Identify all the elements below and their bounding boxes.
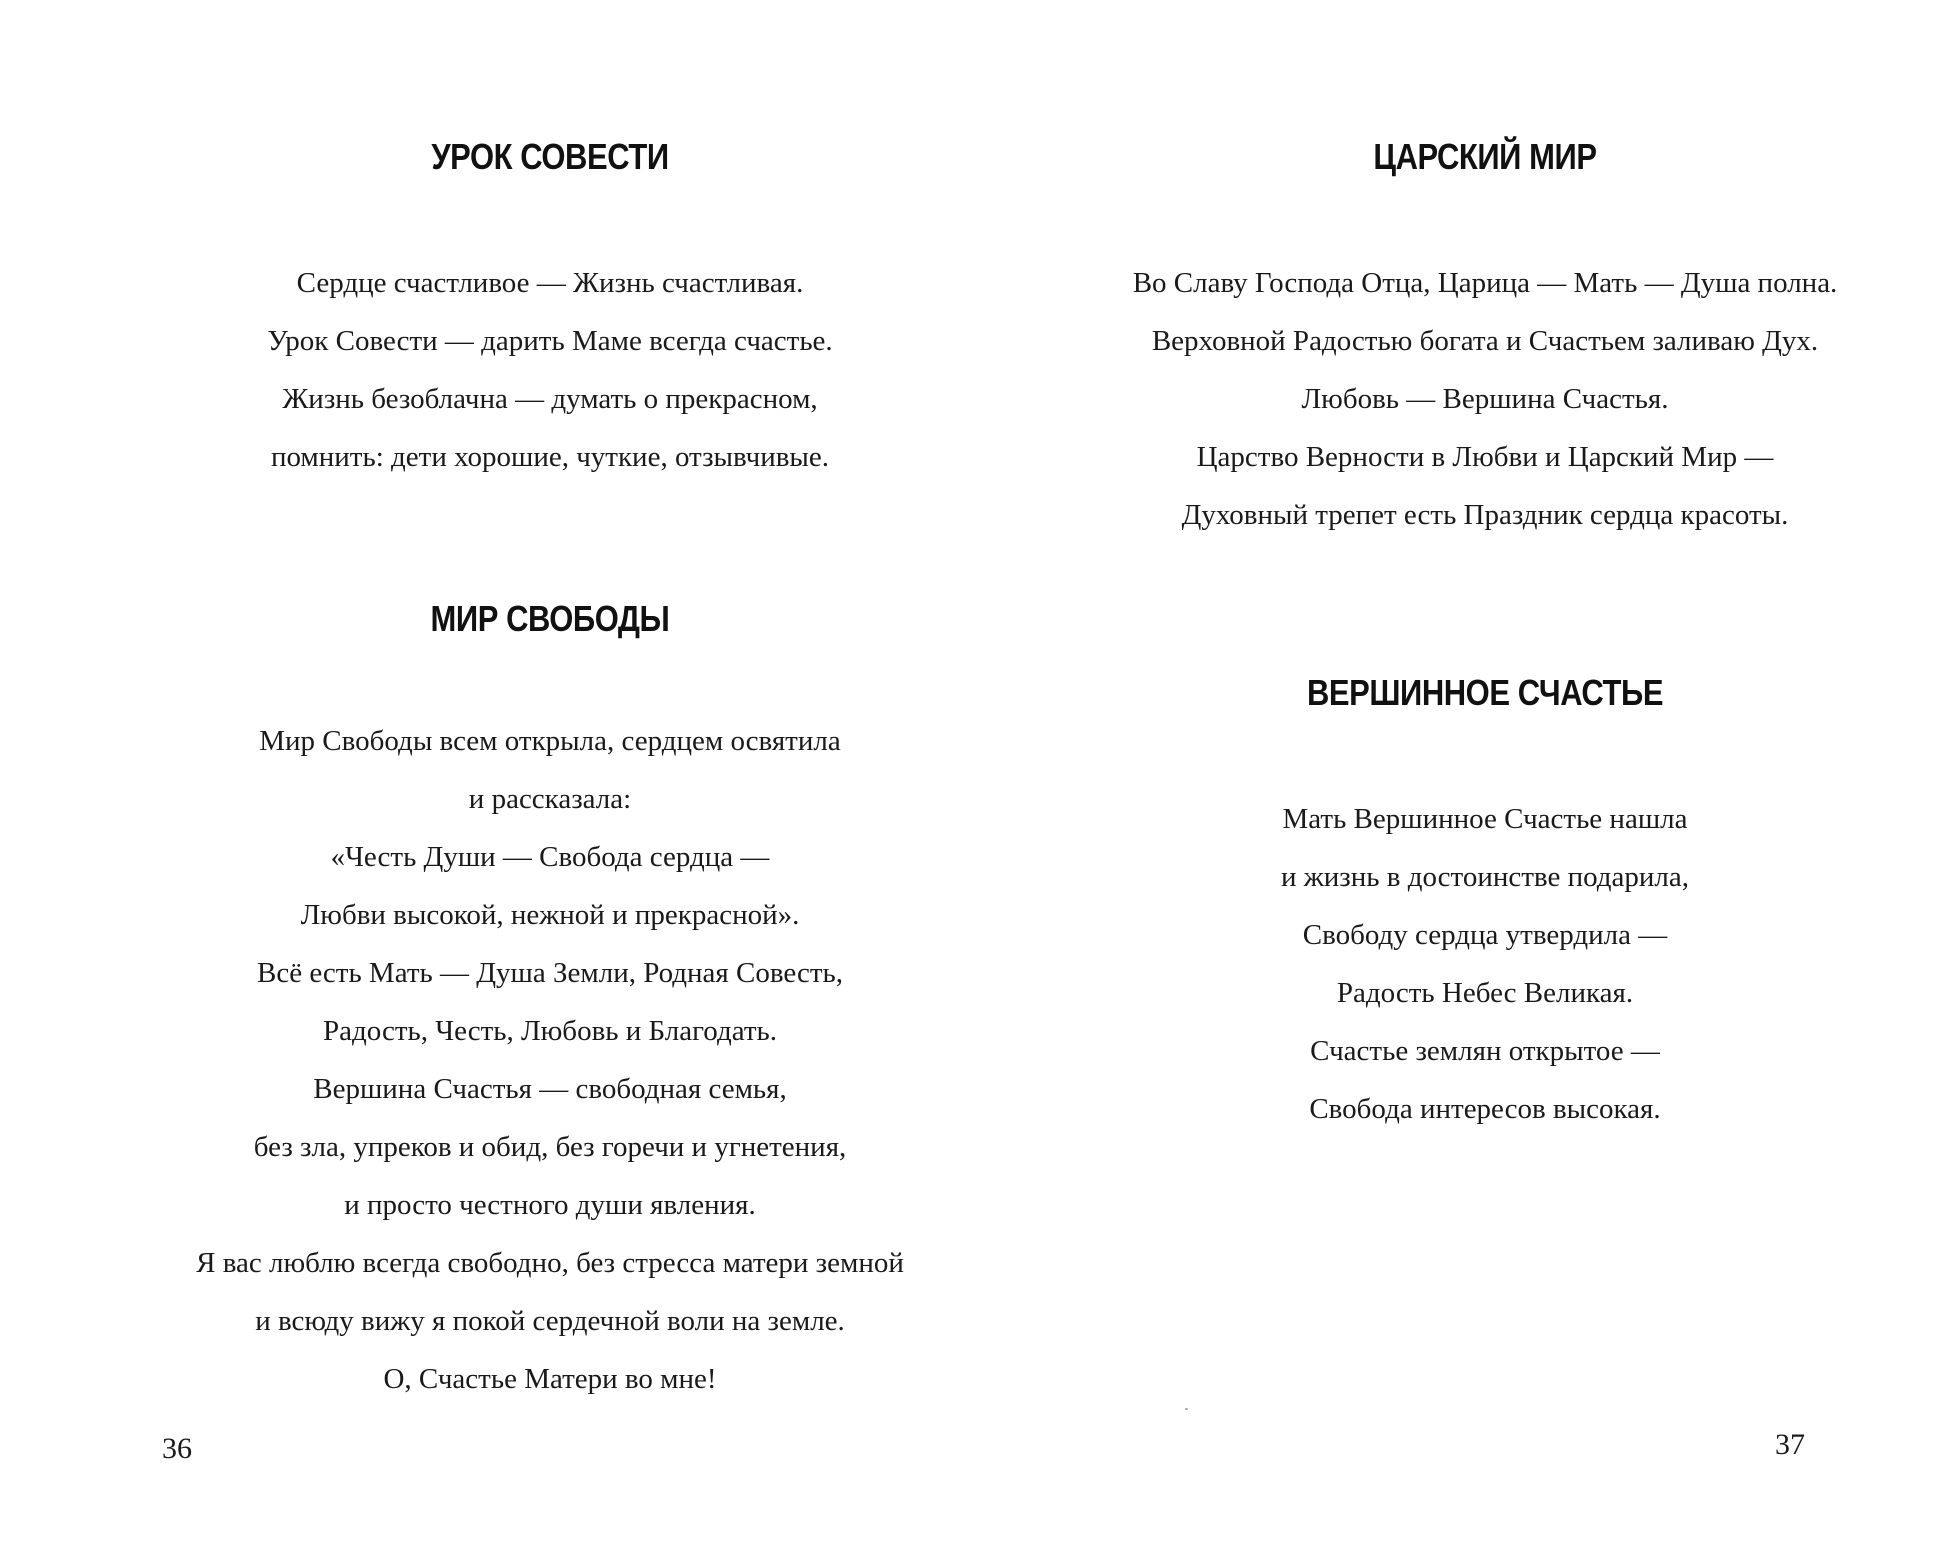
poem-line: Вершина Счастья — свободная семья,	[313, 1073, 787, 1105]
poem-title: ВЕРШИННОЕ СЧАСТЬЕ	[1306, 672, 1664, 713]
page-number: 36	[162, 1432, 192, 1465]
page-number: 37	[1775, 1428, 1805, 1461]
right-page	[1020, 0, 1958, 1568]
poem-body	[180, 712, 920, 1408]
poem-line: без зла, упреков и обид, без горечи и угнетения,	[253, 1131, 847, 1163]
paper-speck	[1185, 1408, 1188, 1410]
poem-line: и жизнь в достоинстве подарила,	[1280, 861, 1689, 893]
poem-line: Свободу сердца утвердила —	[1302, 919, 1668, 951]
poem-line: Во Славу Господа Отца, Царица — Мать — Душа полна.	[1132, 267, 1838, 299]
poem-line: и всюду вижу я покой сердечной воли на земле.	[255, 1305, 845, 1337]
poem-line: Мир Свободы всем открыла, сердцем освятила	[259, 725, 841, 757]
poem-line: Урок Совести — дарить Маме всегда счастье.	[267, 325, 833, 357]
poem-body	[1160, 790, 1810, 1138]
poem-title: ЦАРСКИЙ МИР	[1373, 136, 1597, 177]
poem-line: Царство Верности в Любви и Царский Мир —	[1196, 441, 1774, 473]
poem-vershinnoe-schastie	[1160, 672, 1810, 1138]
poem-line: Жизнь безоблачна — думать о прекрасном,	[282, 383, 818, 415]
poem-line: Свобода интересов высокая.	[1309, 1093, 1661, 1125]
poem-line: Любовь — Вершина Счастья.	[1301, 383, 1669, 415]
poem-line: Духовный трепет есть Праздник сердца красоты.	[1181, 499, 1789, 531]
poem-line: Радость, Честь, Любовь и Благодать.	[323, 1015, 777, 1047]
poem-body	[1060, 254, 1910, 544]
poem-line: помнить: дети хорошие, чуткие, отзывчивые.	[270, 441, 830, 473]
poem-line: О, Счастье Матери во мне!	[383, 1363, 717, 1395]
poem-line: Радость Небес Великая.	[1336, 977, 1634, 1009]
poem-urok-sovesti	[220, 136, 880, 486]
poem-line: Счастье землян открытое —	[1310, 1035, 1660, 1067]
poem-line: Сердце счастливое — Жизнь счастливая.	[296, 267, 804, 299]
poem-line: и рассказала:	[468, 783, 632, 815]
poem-line: Всё есть Мать — Душа Земли, Родная Совесть,	[256, 957, 844, 989]
poem-title: УРОК СОВЕСТИ	[431, 136, 669, 177]
poem-tsarskiy-mir	[1060, 136, 1910, 544]
poem-line: Я вас люблю всегда свободно, без стресса матери земной	[196, 1247, 904, 1279]
poem-body	[220, 254, 880, 486]
poem-line: Мать Вершинное Счастье нашла	[1282, 803, 1688, 835]
poem-line: Любви высокой, нежной и прекрасной».	[300, 899, 800, 931]
poem-title: МИР СВОБОДЫ	[430, 598, 670, 639]
poem-line: «Честь Души — Свобода сердца —	[330, 841, 770, 873]
poem-line: и просто честного души явления.	[344, 1189, 756, 1221]
poem-mir-svobody	[180, 598, 920, 1408]
poem-line: Верховной Радостью богата и Счастьем заливаю Дух.	[1151, 325, 1819, 357]
